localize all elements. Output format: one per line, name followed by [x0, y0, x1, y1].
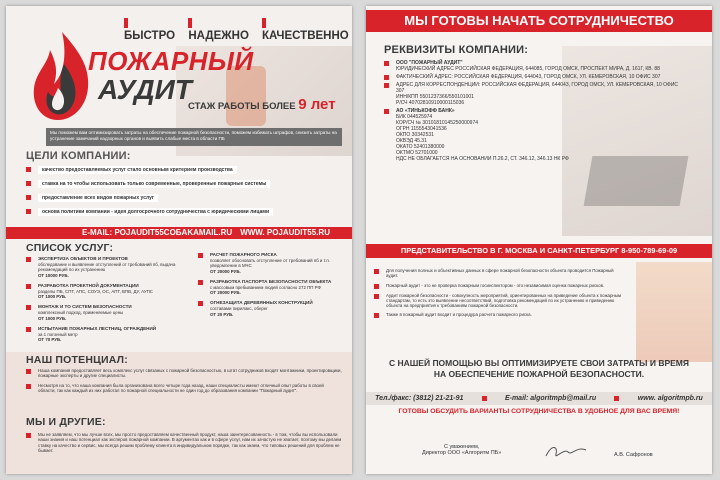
audit-bullet: Также в пожарный аудит входит и процедура расчета пожарного риска. — [374, 312, 624, 318]
representative-banner: ПРЕДСТАВИТЕЛЬСТВО В Г. МОСКВА И САНКТ-ПЕТЕРБУРГ 8-950-789-69-09 — [366, 244, 712, 258]
website-link[interactable]: WWW. POJAUDIT55.RU — [240, 228, 330, 237]
slogan-line: С НАШЕЙ ПОМОЩЬЮ ВЫ ОПТИМИЗИРУЕТЕ СВОИ ЗАТРАТЫ И ВРЕМЯ — [388, 358, 689, 368]
intro-banner: Мы поможем вам оптимизировать затраты на обеспечение пожарной безопасности, поможем избежать штрафов, снизить затраты на устранение замечаний надзорных органов и выявить слабые места в области ПБ — [46, 128, 342, 146]
goal-item: основа политики компании - идея долгосрочного сотрудничества с юридическими лицами — [26, 208, 346, 218]
brochure-left-page — [6, 6, 352, 474]
service-item: ЭКСПЕРТИЗА ОБЪЕКТОВ И ПРОЕКТОВ обследование и выявление отступлений от требований пб, выдача рекомендаций по их устранению ОТ 10000 РУБ. — [26, 256, 176, 278]
flame-logo-icon — [28, 28, 96, 124]
contacts-bar — [366, 392, 712, 405]
goal-item: предоставление всех видов пожарных услуг — [26, 194, 346, 204]
tagline — [124, 18, 352, 42]
signature-icon — [544, 442, 588, 462]
service-item: МОНТАЖ И ТО СИСТЕМ БЕЗОПАСНОСТИ комплексный подход, применяемые цены ОТ 1000 РУБ. — [26, 304, 176, 321]
director-title: Директор ООО «Алгоритм ПБ» — [422, 450, 502, 456]
slogan — [366, 358, 712, 380]
signer-name: А.В. Сафронов — [614, 452, 653, 458]
page-title: МЫ ГОТОВЫ НАЧАТЬ СОТРУДНИЧЕСТВО — [366, 10, 712, 32]
service-item: РАЗРАБОТКА ПРОЕКТНОЙ ДОКУМЕНТАЦИИ разделы ПБ, СПТ, АПС, СОУЭ, ОС, АПТ, ВПВ, ДУ, АУПС ОТ 1000 РУБ. — [26, 283, 176, 300]
laptop-shape — [584, 156, 689, 206]
email-link[interactable]: E-MAIL: POJAUDIT55COБAKAMAIL.RU — [82, 228, 233, 237]
requisite-item: ООО "ПОЖАРНЫЙ АУДИТ" ЮРИДИЧЕСКИЙ АДРЕС РОССИЙСКАЯ ФЕДЕРАЦИЯ, 644085, ГОРОД ОМСК, ПРОСПЕКТ МИРА, Д. 161Г, КВ. 88 — [384, 60, 684, 72]
requisite-item: АО «ТИНЬКОФФ БАНК» БИК 044525974 КОР/СЧ № 30101810145250000974 ОГРН 1155543041536 ОКПО 30342531 ОКВЭД 45.31 ОКАТО 52401380000 ОКТМО 52701000 НДС НЕ ОБЛАГАЕТСЯ НА ОСНОВАНИИ П.26.2, СТ. 346.12, 346.13 НК РФ — [384, 108, 684, 162]
experience — [188, 96, 336, 113]
tagline-item: БЫСТРО — [124, 18, 179, 42]
brochure-right-page — [366, 6, 712, 474]
potential-list — [26, 368, 342, 393]
goals-list — [26, 166, 346, 218]
brand-name: ПОЖАРНЫЙ — [88, 46, 254, 76]
goal-item: ставка на то чтобы использовать только современные, проверенные пожарные системы — [26, 180, 346, 190]
signature-block — [422, 444, 501, 456]
other-text: Мы не заявляем, что мы лучше всех, мы просто предоставляем качественный продукт, наша заинтересованность - в том, чтобы вы использовали наши знания и наш потенциал как эксперов пожарной компании. В аргументах как и в сфере услуг, нам их зачастую не хватает, поэтому мы делаем ставку на качество и сервис, мы всегда решим проблему клиента в индивидуальном порядке, так как знаем, что типовых решений для проблем не бывает. — [26, 432, 342, 453]
audit-bullet: Аудит пожарной безопасности - совокупность мероприятий, ориентированных на приведение объекта к пожарным стандартам, то есть это выявление несоответствий, подготовка рекомендаций по их устранению и приведению объекта на предприятия к требованиям пожарной безопасности. — [374, 293, 624, 309]
goals-title: ЦЕЛИ КОМПАНИИ: — [26, 150, 131, 162]
phone-text: Тел./факс: (3812) 21-21-91 — [375, 395, 464, 402]
potential-item: Несмотря на то, что наша компания была организована всего четыре года назад, наши специалисты имеют отличный опыт работы в своей области, так как каждый из них работал по пожарной специальности не один год до образования компании "Пожарный аудит". — [26, 383, 342, 394]
audit-bullet: Для получения полных и объективных данных в сфере пожарной безопасности объекта проводится Пожарный аудит. — [374, 268, 624, 279]
services-column-left — [26, 256, 176, 343]
worker-photo-backdrop — [636, 262, 712, 362]
requisites-title: РЕКВИЗИТЫ КОМПАНИИ: — [384, 44, 529, 56]
tagline-item: НАДЕЖНО — [188, 18, 253, 42]
services-title: СПИСОК УСЛУГ: — [26, 242, 114, 254]
potential-item: Наша компания предоставляет весь комплекс услуг связаных с пожарной безопасностью, в штат сотрудников входят монтажники, проектировщики, пожарные эксперты и другие специалисты. — [26, 368, 342, 379]
tagline-item: КАЧЕСТВЕННО — [262, 18, 352, 42]
contact-banner — [6, 227, 352, 239]
regards-text: С уважением, — [443, 444, 480, 450]
service-item: РАЗРАБОТКА ПАСПОРТА БЕЗОПАСНОСТИ ОБЪЕКТА с массовым пребыванием людей согласно 272 ПП РФ ОТ 20000 РУБ. — [198, 279, 343, 296]
service-item: ИСПЫТАНИЕ ПОЖАРНЫХ ЛЕСТНИЦ, ОГРАЖДЕНИЙ за 1 погонный метр ОТ 70 РУБ. — [26, 326, 176, 343]
website-link[interactable]: www. algoritmpb.ru — [637, 395, 703, 402]
audit-bullet: Пожарный аудит - это не проверка пожарным госинспектором - это независимая оценка пожарных рисков. — [374, 283, 624, 289]
brand-name-second: АУДИТ — [98, 74, 192, 105]
email-link[interactable]: E-mail: algoritmpb@mail.ru — [504, 395, 597, 402]
audit-bullets — [374, 268, 624, 318]
service-item: ОГНЕЗАЩИТА ДЕРЕВЯННЫХ КОНСТРУКЦИЙ составами пирилакс, оберег ОТ 20 РУБ. — [198, 300, 343, 317]
slogan-line: НА ОБЕСПЕЧЕНИЕ ПОЖАРНОЙ БЕЗОПАСНОСТИ. — [433, 369, 645, 379]
services-column-right — [198, 252, 343, 317]
cta-text: ГОТОВЫ ОБСУДИТЬ ВАРИАНТЫ СОТРУДНИЧЕСТВА В УДОБНОЕ ДЛЯ ВАС ВРЕМЯ! — [398, 408, 680, 415]
goal-item: качество предоставляемых услуг стало основным критерием производства — [26, 166, 346, 176]
other-title: МЫ И ДРУГИЕ: — [26, 416, 106, 428]
requisite-item: ФАКТИЧЕСКИЙ АДРЕС: РОССИЙСКАЯ ФЕДЕРАЦИЯ, 644043, ГОРОД ОМСК, УЛ. КЕМЕРОВСКАЯ, 10 ОФИС 307 — [384, 74, 684, 80]
experience-label: СТАЖ РАБОТЫ БОЛЕЕ — [188, 101, 296, 112]
service-item: РАСЧЕТ ПОЖАРНОГО РИСКА позволяет обосновать отступление от требований пб и т.п. уведомление в МЧС ОТ 20000 РУБ. — [198, 252, 343, 274]
requisite-item: АДРЕС ДЛЯ КОРРЕСПОНДЕНЦИИ: РОССИЙСКАЯ ФЕДЕРАЦИЯ, 644043, ГОРОД ОМСК, УЛ. КЕМЕРОВСКАЯ, 10 ОФИС 307 ИНН/КПП 5501237366/550101001 Р/СЧ 40702810910000115036 — [384, 82, 684, 106]
requisites-block — [384, 60, 684, 162]
potential-title: НАШ ПОТЕНЦИАЛ: — [26, 354, 128, 366]
experience-value: 9 лет — [298, 96, 336, 113]
